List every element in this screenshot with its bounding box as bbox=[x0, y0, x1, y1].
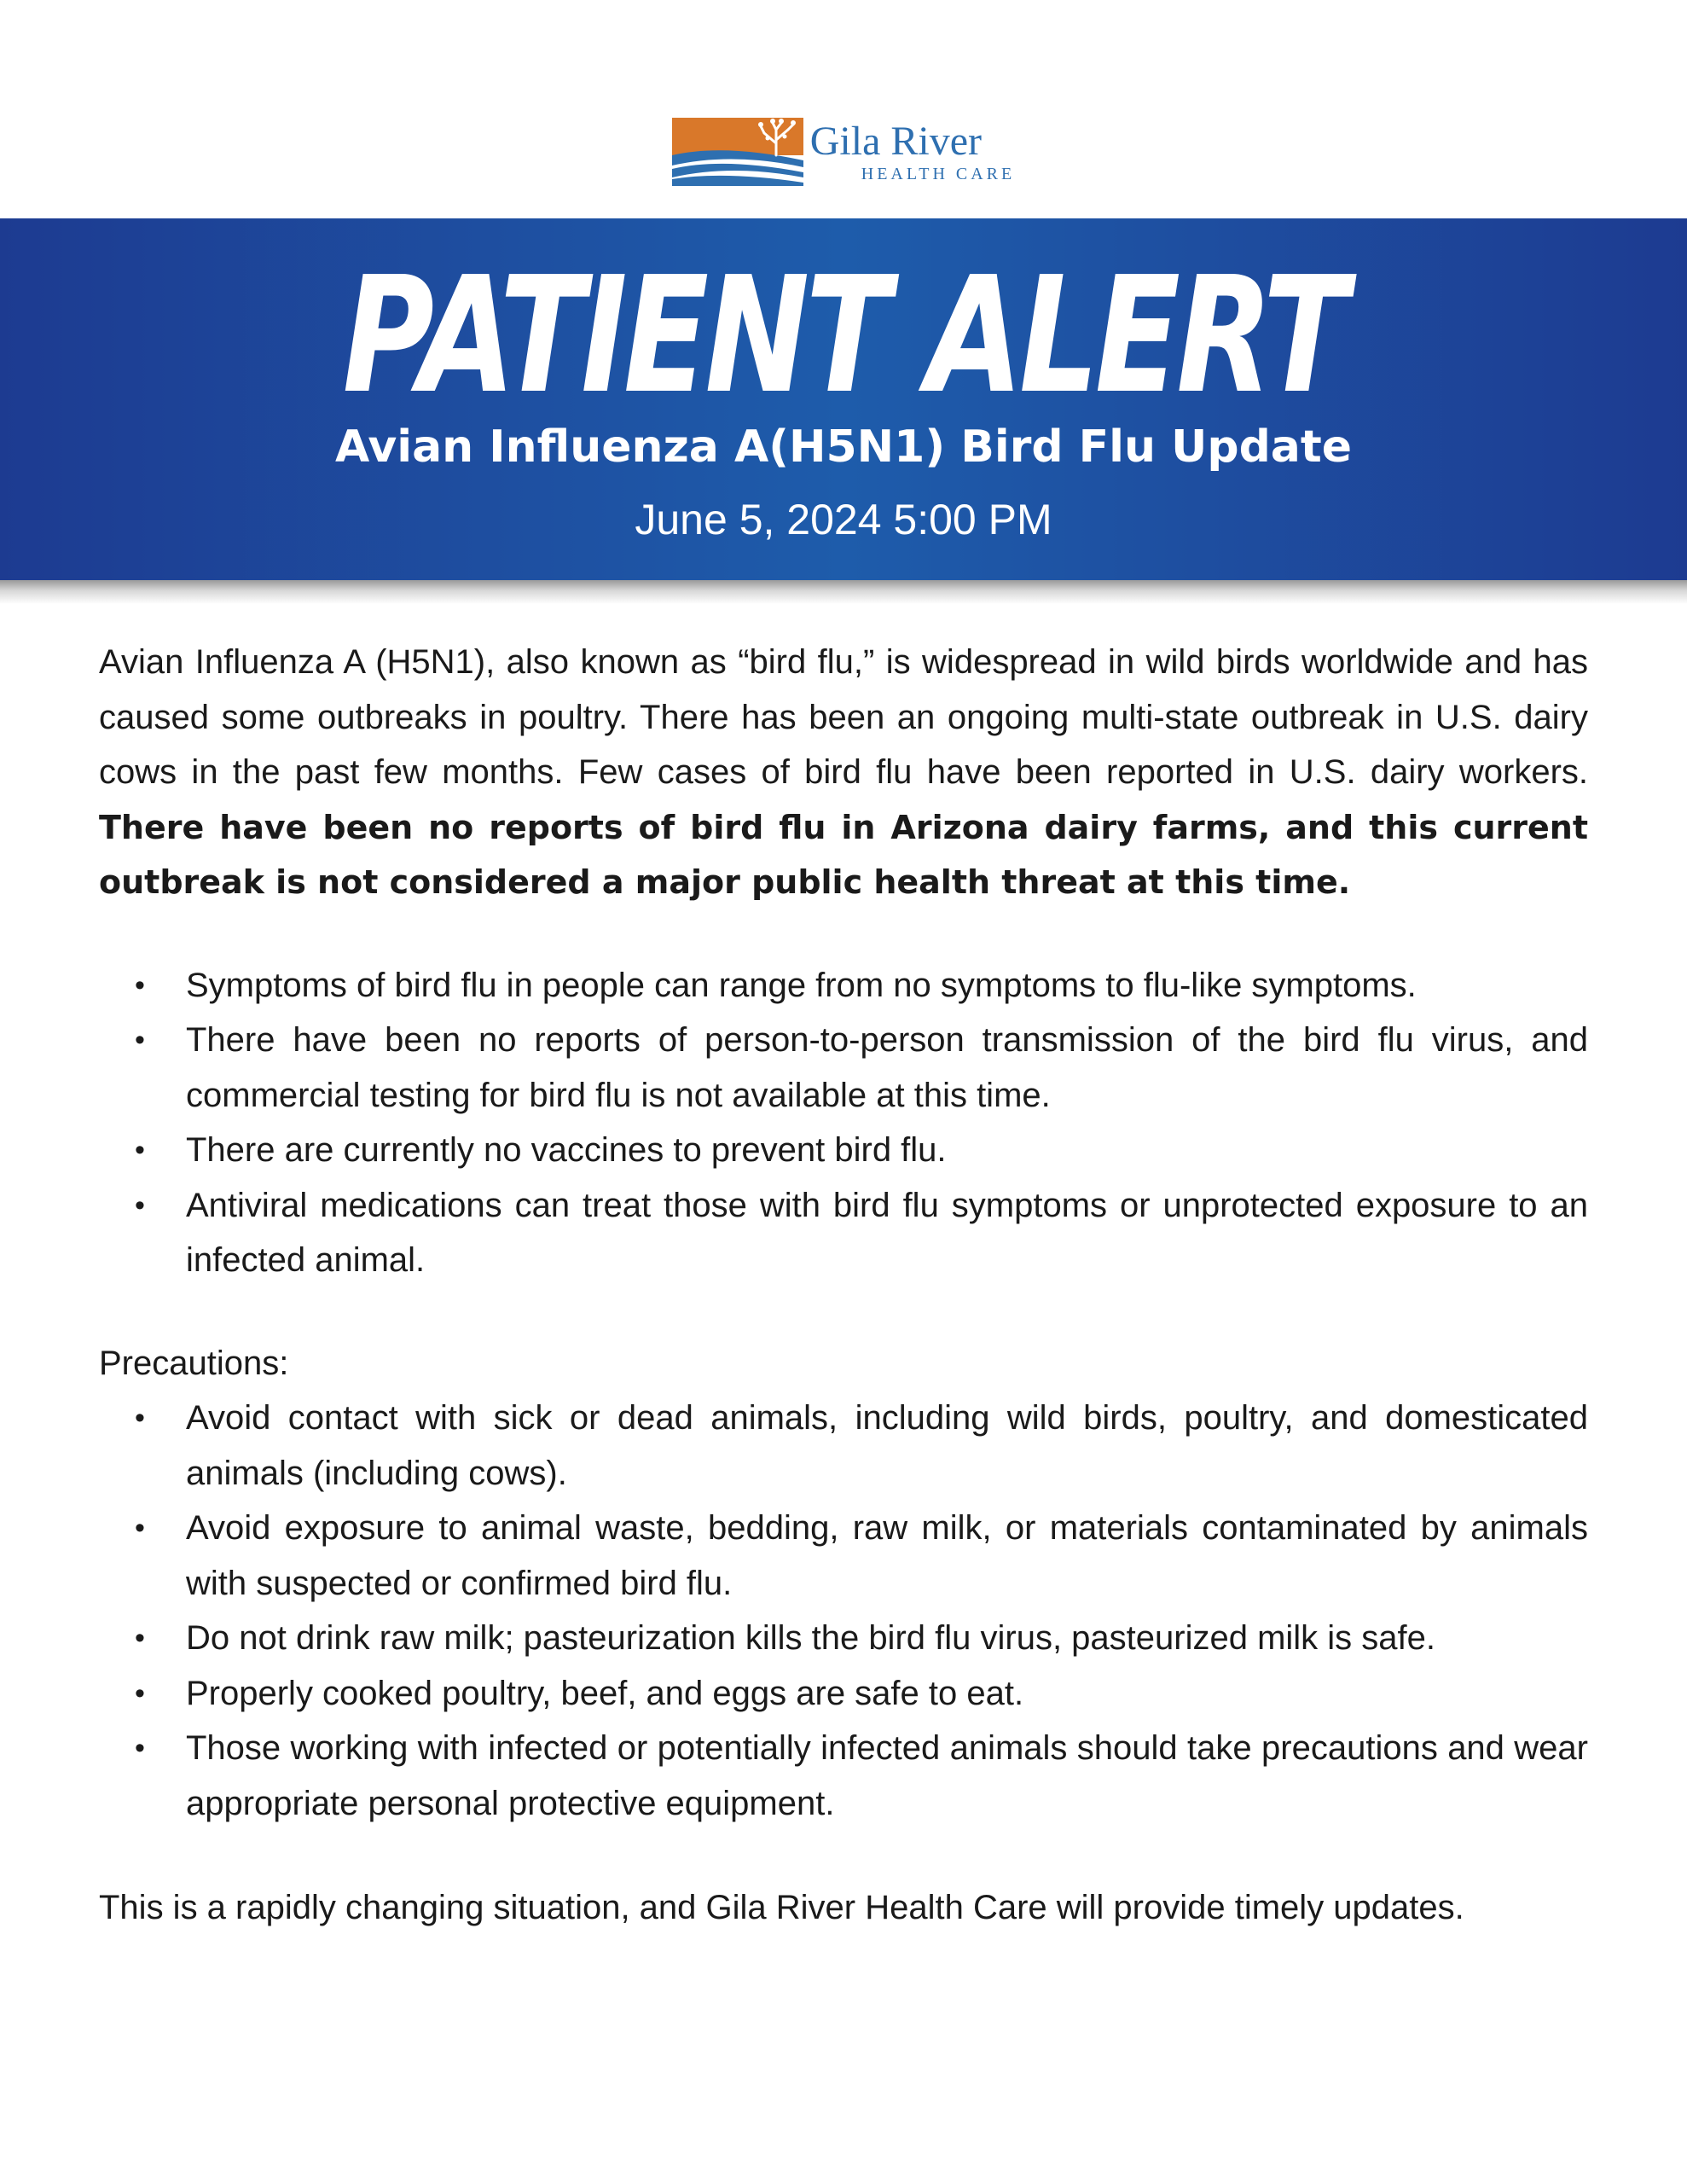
precaution-text: Avoid exposure to animal waste, bedding, raw milk, or materials contaminated by animals with suspected or confirmed bird flu. bbox=[186, 1509, 1588, 1602]
bullet-icon: • bbox=[135, 1188, 145, 1222]
fact-text: There are currently no vaccines to prevent bird flu. bbox=[186, 1131, 947, 1169]
list-item bbox=[99, 1123, 1588, 1178]
logo-name: Gila River bbox=[809, 119, 983, 164]
list-item bbox=[99, 958, 1588, 1014]
alert-title: PATIENT ALERT bbox=[342, 242, 1345, 429]
bullet-icon: • bbox=[135, 1676, 145, 1710]
precautions-list bbox=[99, 1391, 1588, 1831]
precaution-text: Properly cooked poultry, beef, and eggs are safe to eat. bbox=[186, 1674, 1024, 1712]
precaution-text: Avoid contact with sick or dead animals, including wild birds, poultry, and domesticated animals (including cows). bbox=[186, 1399, 1588, 1492]
closing-paragraph: This is a rapidly changing situation, and Gila River Health Care will provide timely updates. bbox=[99, 1889, 1464, 1926]
logo-subtitle: HEALTH CARE bbox=[861, 165, 1016, 183]
alert-content bbox=[99, 635, 1588, 1936]
alert-date: June 5, 2024 5:00 PM bbox=[635, 496, 1052, 543]
bullet-icon: • bbox=[135, 968, 145, 1002]
list-item bbox=[99, 1666, 1588, 1722]
precautions-heading: Precautions: bbox=[99, 1344, 289, 1382]
fact-text: Antiviral medications can treat those with bird flu symptoms or unprotected exposure to an infected animal. bbox=[186, 1186, 1588, 1279]
list-item bbox=[99, 1013, 1588, 1123]
list-item bbox=[99, 1178, 1588, 1288]
intro-paragraph bbox=[99, 635, 1588, 910]
alert-subtitle: Avian Influenza A(H5N1) Bird Flu Update bbox=[334, 421, 1353, 473]
list-item bbox=[99, 1391, 1588, 1501]
bullet-icon: • bbox=[135, 1402, 145, 1434]
bullet-icon: • bbox=[135, 1622, 145, 1654]
logo bbox=[0, 116, 1687, 188]
list-item bbox=[99, 1611, 1588, 1666]
bullet-icon: • bbox=[135, 1732, 145, 1764]
fact-text: Symptoms of bird flu in people can range from no symptoms to flu-like symptoms. bbox=[186, 966, 1417, 1004]
banner-shadow bbox=[0, 580, 1687, 604]
intro-bold-text: There have been no reports of bird flu in Arizona dairy farms, and this current outbreak is not considered a major public health threat at this time. bbox=[99, 808, 1588, 901]
bullet-icon: • bbox=[135, 1134, 145, 1166]
bullet-icon: • bbox=[135, 1024, 145, 1056]
bullet-icon: • bbox=[135, 1512, 145, 1544]
list-item bbox=[99, 1721, 1588, 1831]
fact-text: There have been no reports of person-to-person transmission of the bird flu virus, and commercial testing for bird flu is not available at this time. bbox=[186, 1021, 1588, 1114]
precaution-text: Do not drink raw milk; pasteurization kills the bird flu virus, pasteurized milk is safe. bbox=[186, 1619, 1435, 1657]
list-item bbox=[99, 1501, 1588, 1611]
intro-text: Avian Influenza A (H5N1), also known as “bird flu,” is widespread in wild birds worldwide and has caused some outbreaks in poultry. There has been an ongoing multi-state outbreak in U.S. dairy cows in the past few months. Few cases of bird flu have been reported in U.S. dairy workers. bbox=[99, 643, 1588, 791]
gila-river-logo-icon bbox=[672, 118, 803, 186]
precaution-text: Those working with infected or potentially infected animals should take precautions and wear appropriate personal protective equipment. bbox=[186, 1729, 1588, 1822]
facts-list bbox=[99, 958, 1588, 1288]
